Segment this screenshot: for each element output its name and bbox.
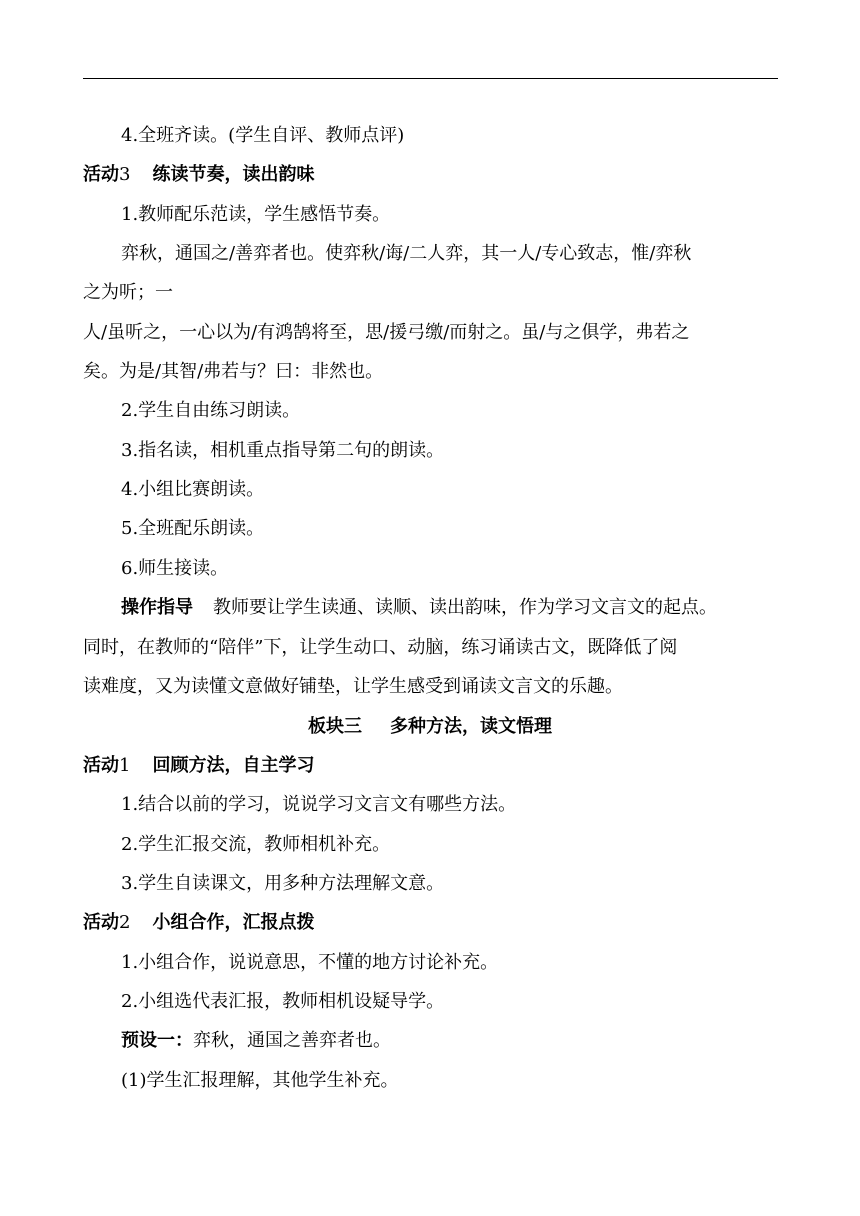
paragraph-line: 2.小组选代表汇报，教师相机设疑导学。 [121, 991, 445, 1012]
header-rule [83, 78, 778, 79]
paragraph-line: 1.教师配乐范读，学生感悟节奏。 [121, 204, 391, 225]
activity-number: 1 [119, 755, 131, 776]
activity-label: 活动 [83, 755, 119, 776]
paragraph-line: (1)学生汇报理解，其他学生补充。 [121, 1070, 399, 1091]
activity-number: 2 [119, 912, 131, 933]
paragraph-line: 2.学生自由练习朗读。 [121, 400, 301, 421]
section-label: 板块三 [308, 716, 362, 737]
activity-heading [83, 162, 783, 188]
paragraph-line: 6.师生接读。 [121, 558, 229, 579]
paragraph-line: 5.全班配乐朗读。 [121, 518, 265, 539]
guide-label: 操作指导 [121, 597, 193, 618]
guide-line [121, 595, 821, 621]
preset-label: 预设一： [121, 1030, 193, 1051]
activity-heading [83, 753, 783, 779]
paragraph-line: 矣。为是/其智/弗若与？曰：非然也。 [83, 361, 384, 382]
paragraph-line: 读难度，又为读懂文意做好铺垫，让学生感受到诵读文言文的乐趣。 [83, 676, 623, 697]
preset-text: 弈秋，通国之善弈者也。 [193, 1030, 391, 1051]
activity-title: 回顾方法，自主学习 [152, 755, 315, 776]
paragraph-line: 2.学生汇报交流，教师相机补充。 [121, 834, 391, 855]
activity-label: 活动 [83, 912, 119, 933]
paragraph-line: 3.学生自读课文，用多种方法理解文意。 [121, 873, 445, 894]
paragraph-line: 4.小组比赛朗读。 [121, 479, 265, 500]
preset-line [121, 1028, 821, 1054]
paragraph-line: 4.全班齐读。(学生自评、教师点评) [121, 125, 405, 146]
activity-title: 练读节奏，读出韵味 [152, 164, 315, 185]
paragraph-line: 之为听；一 [83, 282, 173, 303]
guide-text: 教师要让学生读通、读顺、读出韵味，作为学习文言文的起点。 [213, 597, 717, 618]
paragraph-line: 同时，在教师的“陪伴”下，让学生动口、动脑，练习诵读古文，既降低了阅 [83, 637, 678, 658]
paragraph-line: 人/虽听之，一心以为/有鸿鹄将至，思/援弓缴/而射之。虽/与之俱学，弗若之 [83, 322, 690, 343]
activity-heading [83, 910, 783, 936]
paragraph-line: 1.结合以前的学习，说说学习文言文有哪些方法。 [121, 794, 517, 815]
section-title: 多种方法，读文悟理 [390, 716, 552, 737]
activity-number: 3 [119, 164, 131, 185]
paragraph-line: 1.小组合作，说说意思，不懂的地方讨论补充。 [121, 952, 499, 973]
activity-title: 小组合作，汇报点拨 [152, 912, 315, 933]
section-heading [0, 714, 860, 740]
paragraph-line: 3.指名读，相机重点指导第二句的朗读。 [121, 440, 445, 461]
paragraph-line: 弈秋，通国之/善弈者也。使弈秋/诲/二人弈，其一人/专心致志，惟/弈秋 [121, 243, 692, 264]
activity-label: 活动 [83, 164, 119, 185]
